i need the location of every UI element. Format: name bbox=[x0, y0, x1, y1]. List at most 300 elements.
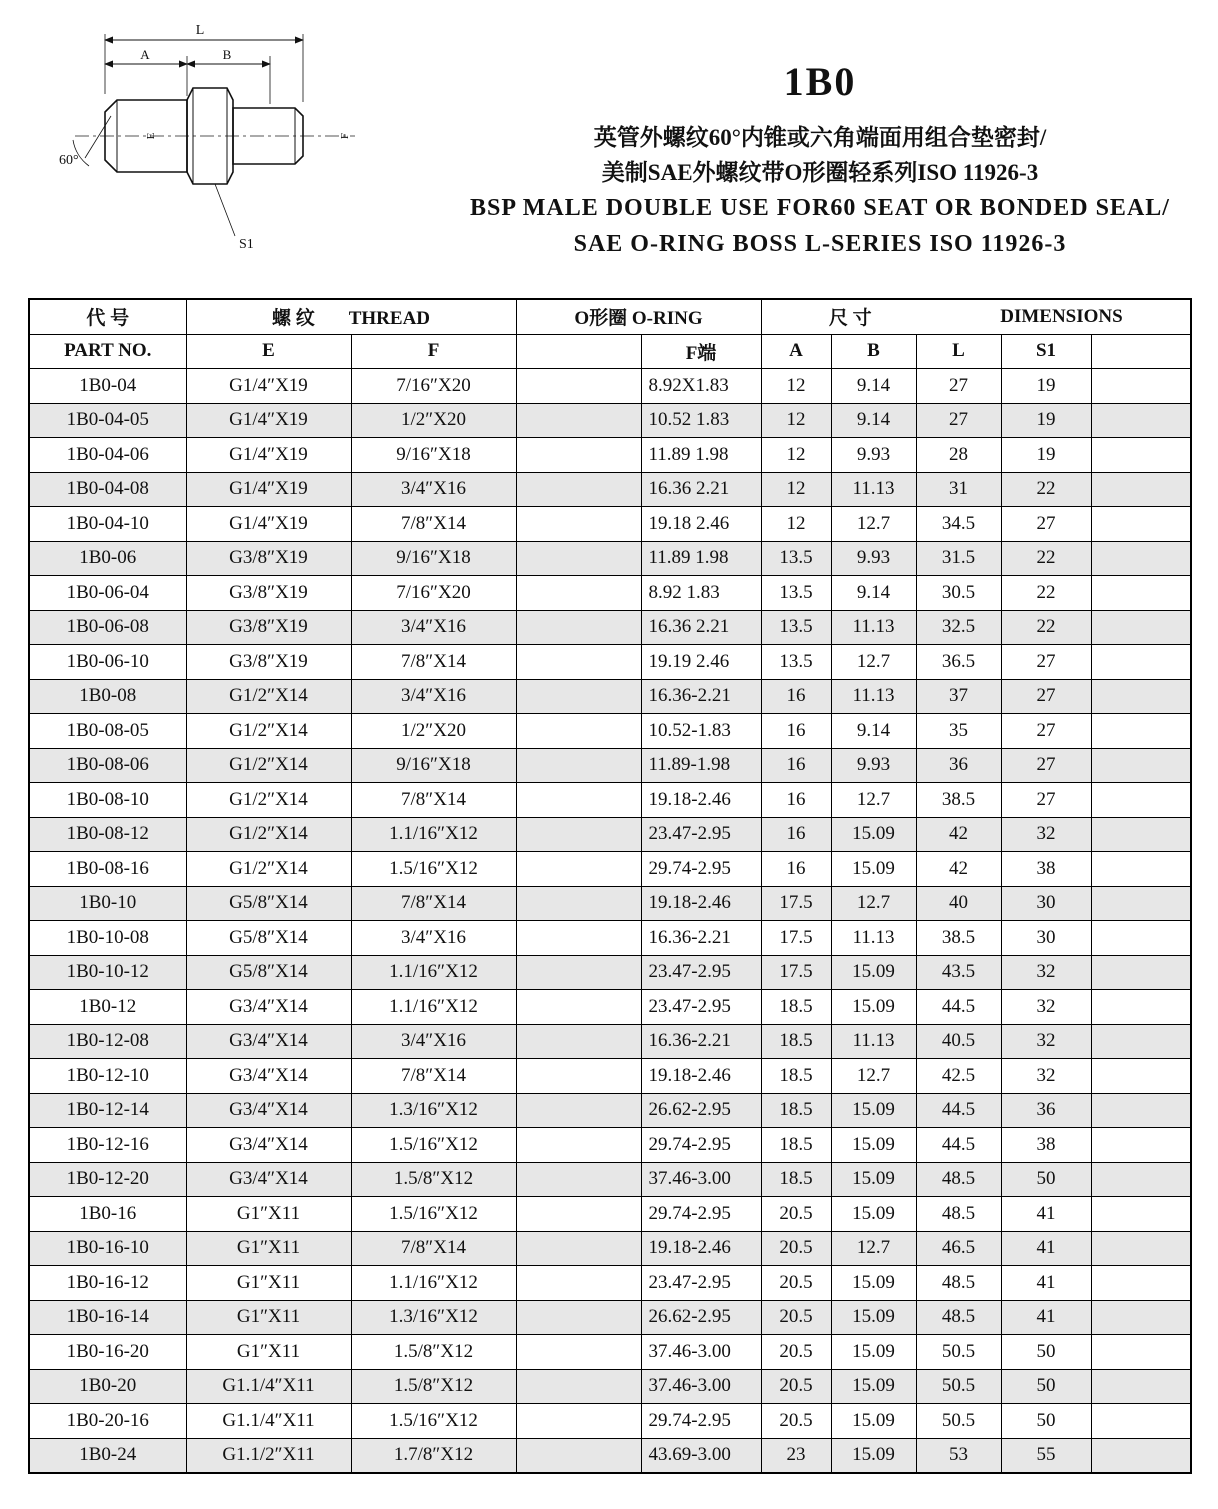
table-cell: 55 bbox=[1001, 1438, 1091, 1473]
table-cell: 1B0-10-08 bbox=[29, 921, 186, 956]
table-cell: 9.93 bbox=[831, 438, 916, 473]
table-cell: 7/8″X14 bbox=[351, 886, 516, 921]
table-cell: 17.5 bbox=[761, 921, 831, 956]
table-cell: G1″X11 bbox=[186, 1335, 351, 1370]
table-cell: 1B0-06 bbox=[29, 541, 186, 576]
table-cell: 22 bbox=[1001, 610, 1091, 645]
table-cell bbox=[516, 541, 641, 576]
table-cell: 36 bbox=[916, 748, 1001, 783]
header-oring bbox=[516, 299, 761, 334]
subtitle-cn-2: 美制SAE外螺纹带O形圈轻系列ISO 11926-3 bbox=[601, 159, 1039, 185]
table-cell: 12.7 bbox=[831, 507, 916, 542]
table-cell: 11.89 1.98 bbox=[641, 541, 761, 576]
table-cell: 1B0-08 bbox=[29, 679, 186, 714]
table-cell: 38 bbox=[1001, 1128, 1091, 1163]
table-cell: 1B0-04-05 bbox=[29, 403, 186, 438]
table-cell: 1.5/8″X12 bbox=[351, 1162, 516, 1197]
table-cell: 1.5/16″X12 bbox=[351, 1404, 516, 1439]
table-cell: 30.5 bbox=[916, 576, 1001, 611]
table-cell: 36 bbox=[1001, 1093, 1091, 1128]
table-cell: 16 bbox=[761, 783, 831, 818]
table-cell: G1.1/4″X11 bbox=[186, 1369, 351, 1404]
table-cell bbox=[1091, 1162, 1191, 1197]
table-cell: 1B0-24 bbox=[29, 1438, 186, 1473]
table-cell: 23.47-2.95 bbox=[641, 990, 761, 1025]
table-cell: 15.09 bbox=[831, 1335, 916, 1370]
table-row bbox=[29, 817, 1191, 852]
table-cell: 3/4″X16 bbox=[351, 472, 516, 507]
table-cell: G3/4″X14 bbox=[186, 1059, 351, 1094]
table-cell bbox=[1091, 1369, 1191, 1404]
table-cell bbox=[1091, 507, 1191, 542]
table-cell bbox=[516, 955, 641, 990]
table-cell: 38.5 bbox=[916, 921, 1001, 956]
table-cell bbox=[1091, 610, 1191, 645]
table-cell: 1B0-08-12 bbox=[29, 817, 186, 852]
table-cell: 27 bbox=[1001, 783, 1091, 818]
table-cell: 11.13 bbox=[831, 921, 916, 956]
subtitle-en-1: BSP MALE DOUBLE USE FOR60 SEAT OR BONDED SEAL/ bbox=[470, 195, 1170, 221]
table-cell: 20.5 bbox=[761, 1197, 831, 1232]
table-cell: 43.69-3.00 bbox=[641, 1438, 761, 1473]
table-cell: G5/8″X14 bbox=[186, 921, 351, 956]
table-cell bbox=[1091, 1128, 1191, 1163]
table-cell: 13.5 bbox=[761, 645, 831, 680]
table-cell bbox=[516, 1197, 641, 1232]
table-cell: 1B0-12-08 bbox=[29, 1024, 186, 1059]
table-cell: 28 bbox=[916, 438, 1001, 473]
table-row bbox=[29, 1162, 1191, 1197]
table-cell bbox=[1091, 403, 1191, 438]
table-cell bbox=[516, 1300, 641, 1335]
table-cell: 9.14 bbox=[831, 369, 916, 404]
table-cell: 15.09 bbox=[831, 990, 916, 1025]
table-cell: 15.09 bbox=[831, 955, 916, 990]
table-cell bbox=[1091, 1093, 1191, 1128]
table-cell: 42 bbox=[916, 852, 1001, 887]
table-cell: 19 bbox=[1001, 403, 1091, 438]
table-row bbox=[29, 1128, 1191, 1163]
table-cell: 1.1/16″X12 bbox=[351, 955, 516, 990]
table-cell: 29.74-2.95 bbox=[641, 1404, 761, 1439]
table-cell: 48.5 bbox=[916, 1197, 1001, 1232]
table-cell: 12 bbox=[761, 438, 831, 473]
table-cell: 48.5 bbox=[916, 1300, 1001, 1335]
table-cell: 1.7/8″X12 bbox=[351, 1438, 516, 1473]
table-cell: 1B0-06-10 bbox=[29, 645, 186, 680]
table-row bbox=[29, 1093, 1191, 1128]
table-cell bbox=[1091, 472, 1191, 507]
table-cell: 11.13 bbox=[831, 679, 916, 714]
table-cell bbox=[1091, 955, 1191, 990]
table-cell: G1″X11 bbox=[186, 1197, 351, 1232]
table-cell: 29.74-2.95 bbox=[641, 852, 761, 887]
thread-label-F: F bbox=[339, 132, 351, 140]
table-row bbox=[29, 852, 1191, 887]
table-cell: 48.5 bbox=[916, 1266, 1001, 1301]
table-cell: 12.7 bbox=[831, 783, 916, 818]
table-cell: 32 bbox=[1001, 990, 1091, 1025]
table-cell: 30 bbox=[1001, 921, 1091, 956]
table-cell: 17.5 bbox=[761, 955, 831, 990]
table-cell: 12.7 bbox=[831, 886, 916, 921]
table-cell: 31.5 bbox=[916, 541, 1001, 576]
header-part-cn-label: 代 号 bbox=[86, 308, 130, 330]
table-cell: 37 bbox=[916, 679, 1001, 714]
table-cell: 50.5 bbox=[916, 1369, 1001, 1404]
table-cell: 19 bbox=[1001, 438, 1091, 473]
table-cell: 1/2″X20 bbox=[351, 403, 516, 438]
table-cell: 1.5/8″X12 bbox=[351, 1369, 516, 1404]
table-row bbox=[29, 369, 1191, 404]
header-thread-en: THREAD bbox=[348, 308, 431, 330]
table-cell bbox=[516, 1369, 641, 1404]
table-body bbox=[29, 369, 1191, 1474]
table-cell: 7/8″X14 bbox=[351, 507, 516, 542]
page-title: 1B0 bbox=[783, 59, 857, 104]
title-block bbox=[440, 58, 1200, 262]
header-col-Fend: F端 bbox=[641, 334, 761, 369]
table-cell: 35 bbox=[916, 714, 1001, 749]
table-cell bbox=[1091, 1231, 1191, 1266]
table-cell: 19.18-2.46 bbox=[641, 1059, 761, 1094]
table-cell bbox=[1091, 783, 1191, 818]
header-col-blank1 bbox=[516, 334, 641, 369]
table-header bbox=[29, 299, 1191, 369]
dim-label-B: B bbox=[222, 47, 232, 62]
table-cell bbox=[516, 783, 641, 818]
table-cell: 32 bbox=[1001, 1059, 1091, 1094]
table-row bbox=[29, 679, 1191, 714]
table-cell: 7/16″X20 bbox=[351, 369, 516, 404]
table-cell bbox=[516, 1404, 641, 1439]
header-col-B: B bbox=[831, 334, 916, 369]
table-cell: 22 bbox=[1001, 472, 1091, 507]
table-cell: 1B0-16 bbox=[29, 1197, 186, 1232]
table-cell: G1/4″X19 bbox=[186, 403, 351, 438]
table-cell: 3/4″X16 bbox=[351, 679, 516, 714]
table-row bbox=[29, 1024, 1191, 1059]
table-cell: 13.5 bbox=[761, 610, 831, 645]
table-cell: 30 bbox=[1001, 886, 1091, 921]
table-cell: 16 bbox=[761, 852, 831, 887]
table-cell: 7/8″X14 bbox=[351, 1231, 516, 1266]
table-cell: G1/4″X19 bbox=[186, 507, 351, 542]
subtitle-cn-1: 英管外螺纹60°内锥或六角端面用组合垫密封/ bbox=[593, 125, 1047, 150]
table-cell: 19.18-2.46 bbox=[641, 783, 761, 818]
table-cell: 15.09 bbox=[831, 852, 916, 887]
table-cell: 11.13 bbox=[831, 610, 916, 645]
table-cell: 18.5 bbox=[761, 1162, 831, 1197]
table-cell: 20.5 bbox=[761, 1335, 831, 1370]
table-cell: G3/8″X19 bbox=[186, 541, 351, 576]
table-cell: 1B0-04-06 bbox=[29, 438, 186, 473]
table-cell: 3/4″X16 bbox=[351, 610, 516, 645]
table-cell: G1/2″X14 bbox=[186, 852, 351, 887]
table-cell bbox=[1091, 541, 1191, 576]
table-cell: 16.36 2.21 bbox=[641, 472, 761, 507]
table-cell bbox=[516, 1438, 641, 1473]
table-cell: 27 bbox=[1001, 679, 1091, 714]
table-cell: 12 bbox=[761, 369, 831, 404]
table-cell: 38.5 bbox=[916, 783, 1001, 818]
table-cell bbox=[516, 403, 641, 438]
table-row bbox=[29, 990, 1191, 1025]
table-cell: 1/2″X20 bbox=[351, 714, 516, 749]
table-cell: 1B0-12-14 bbox=[29, 1093, 186, 1128]
table-row bbox=[29, 955, 1191, 990]
header-col-E: E bbox=[186, 334, 351, 369]
table-cell: 20.5 bbox=[761, 1231, 831, 1266]
table-cell: 7/16″X20 bbox=[351, 576, 516, 611]
table-cell: 9.93 bbox=[831, 748, 916, 783]
table-cell: 11.13 bbox=[831, 472, 916, 507]
table-row bbox=[29, 1266, 1191, 1301]
header-thread bbox=[186, 299, 516, 334]
table-cell: 50.5 bbox=[916, 1404, 1001, 1439]
table-cell: G1″X11 bbox=[186, 1231, 351, 1266]
table-cell: 40.5 bbox=[916, 1024, 1001, 1059]
table-cell: 12 bbox=[761, 507, 831, 542]
table-cell: 27 bbox=[1001, 645, 1091, 680]
table-cell: 34.5 bbox=[916, 507, 1001, 542]
table-cell: 1.3/16″X12 bbox=[351, 1300, 516, 1335]
table-cell: 3/4″X16 bbox=[351, 1024, 516, 1059]
table-cell: 31 bbox=[916, 472, 1001, 507]
table-cell: 15.09 bbox=[831, 1438, 916, 1473]
table-cell: 44.5 bbox=[916, 1093, 1001, 1128]
header-oring-en: O-RING bbox=[631, 308, 703, 330]
header-part-cn bbox=[29, 299, 186, 334]
table-cell: 9/16″X18 bbox=[351, 438, 516, 473]
table-row bbox=[29, 748, 1191, 783]
table-cell: 27 bbox=[916, 403, 1001, 438]
table-cell bbox=[516, 472, 641, 507]
header-col-F: F bbox=[351, 334, 516, 369]
table-cell: 20.5 bbox=[761, 1369, 831, 1404]
table-cell bbox=[1091, 714, 1191, 749]
table-cell: 1B0-16-14 bbox=[29, 1300, 186, 1335]
header-dimensions bbox=[761, 299, 1191, 334]
table-cell bbox=[516, 1266, 641, 1301]
table-cell bbox=[1091, 1059, 1191, 1094]
table-cell: 9.14 bbox=[831, 403, 916, 438]
table-cell bbox=[1091, 438, 1191, 473]
s1-leader bbox=[215, 184, 235, 236]
table-cell: 20.5 bbox=[761, 1266, 831, 1301]
table-cell bbox=[1091, 576, 1191, 611]
table-cell: 15.09 bbox=[831, 1404, 916, 1439]
table-row bbox=[29, 645, 1191, 680]
table-cell: 16.36-2.21 bbox=[641, 679, 761, 714]
table-row bbox=[29, 438, 1191, 473]
table-cell: 12 bbox=[761, 472, 831, 507]
header-thread-cn: 螺 纹 bbox=[271, 308, 315, 330]
table-cell: 32 bbox=[1001, 955, 1091, 990]
table-cell bbox=[516, 748, 641, 783]
table-cell: 15.09 bbox=[831, 1266, 916, 1301]
table-cell bbox=[516, 438, 641, 473]
table-cell: 13.5 bbox=[761, 541, 831, 576]
table-cell bbox=[1091, 1438, 1191, 1473]
table-cell: 53 bbox=[916, 1438, 1001, 1473]
table-row bbox=[29, 783, 1191, 818]
header-col-blank2 bbox=[1091, 334, 1191, 369]
s1-label: S1 bbox=[239, 237, 254, 252]
table-cell bbox=[516, 1231, 641, 1266]
table-cell: 10.52-1.83 bbox=[641, 714, 761, 749]
table-cell bbox=[516, 1335, 641, 1370]
table-row bbox=[29, 507, 1191, 542]
table-cell: 1.5/8″X12 bbox=[351, 1335, 516, 1370]
header-dim-en: DIMENSIONS bbox=[1000, 305, 1123, 327]
table-cell: 1.1/16″X12 bbox=[351, 817, 516, 852]
table-cell bbox=[1091, 679, 1191, 714]
table-cell: 18.5 bbox=[761, 1024, 831, 1059]
table-cell: G3/8″X19 bbox=[186, 645, 351, 680]
table-cell: 11.13 bbox=[831, 1024, 916, 1059]
table-cell: 1.5/16″X12 bbox=[351, 1197, 516, 1232]
table-cell: 13.5 bbox=[761, 576, 831, 611]
table-cell: 16 bbox=[761, 817, 831, 852]
table-cell bbox=[516, 886, 641, 921]
table-row bbox=[29, 541, 1191, 576]
table-cell: 50 bbox=[1001, 1335, 1091, 1370]
table-cell: 22 bbox=[1001, 576, 1091, 611]
table-cell: 27 bbox=[916, 369, 1001, 404]
table-cell: 19.18-2.46 bbox=[641, 886, 761, 921]
table-cell bbox=[516, 817, 641, 852]
table-cell: 43.5 bbox=[916, 955, 1001, 990]
table-cell: G3/4″X14 bbox=[186, 1024, 351, 1059]
table-cell: 1B0-20-16 bbox=[29, 1404, 186, 1439]
table-cell: 20.5 bbox=[761, 1404, 831, 1439]
table-cell: G3/8″X19 bbox=[186, 610, 351, 645]
table-cell: 16.36-2.21 bbox=[641, 921, 761, 956]
table-cell: 3/4″X16 bbox=[351, 921, 516, 956]
table-row bbox=[29, 576, 1191, 611]
table-cell: 1B0-06-08 bbox=[29, 610, 186, 645]
table-cell: 42.5 bbox=[916, 1059, 1001, 1094]
table-cell: 7/8″X14 bbox=[351, 783, 516, 818]
table-cell: 46.5 bbox=[916, 1231, 1001, 1266]
table-cell bbox=[1091, 817, 1191, 852]
dim-label-L: L bbox=[195, 23, 205, 38]
table-cell: 42 bbox=[916, 817, 1001, 852]
table-cell: 1B0-04 bbox=[29, 369, 186, 404]
table-cell: 16.36-2.21 bbox=[641, 1024, 761, 1059]
table-cell: 1.3/16″X12 bbox=[351, 1093, 516, 1128]
table-cell: 27 bbox=[1001, 748, 1091, 783]
table-cell bbox=[516, 679, 641, 714]
table-cell: 8.92 1.83 bbox=[641, 576, 761, 611]
table-cell: 16 bbox=[761, 714, 831, 749]
table-row bbox=[29, 472, 1191, 507]
table-cell: 1B0-08-05 bbox=[29, 714, 186, 749]
table-cell: 23.47-2.95 bbox=[641, 817, 761, 852]
table-cell: 19.19 2.46 bbox=[641, 645, 761, 680]
table-cell: 32 bbox=[1001, 1024, 1091, 1059]
table-cell: G3/4″X14 bbox=[186, 1162, 351, 1197]
table-row bbox=[29, 403, 1191, 438]
table-cell: 38 bbox=[1001, 852, 1091, 887]
table-cell: 19.18-2.46 bbox=[641, 1231, 761, 1266]
table-cell: G1/2″X14 bbox=[186, 783, 351, 818]
table-cell: 23.47-2.95 bbox=[641, 955, 761, 990]
table-cell bbox=[516, 852, 641, 887]
table-row bbox=[29, 1438, 1191, 1473]
table-cell bbox=[516, 576, 641, 611]
table-cell: 16 bbox=[761, 748, 831, 783]
table-cell: 1.1/16″X12 bbox=[351, 990, 516, 1025]
table-cell bbox=[1091, 852, 1191, 887]
table-cell: 37.46-3.00 bbox=[641, 1369, 761, 1404]
table-cell: G1″X11 bbox=[186, 1266, 351, 1301]
table-row bbox=[29, 1231, 1191, 1266]
table-cell: 15.09 bbox=[831, 1300, 916, 1335]
table-row bbox=[29, 1404, 1191, 1439]
header-col-L: L bbox=[916, 334, 1001, 369]
table-cell: 9.14 bbox=[831, 714, 916, 749]
table-cell: 10.52 1.83 bbox=[641, 403, 761, 438]
table-cell bbox=[1091, 645, 1191, 680]
table-cell: 26.62-2.95 bbox=[641, 1093, 761, 1128]
table-row bbox=[29, 610, 1191, 645]
table-cell: 12.7 bbox=[831, 645, 916, 680]
table-cell: G1/2″X14 bbox=[186, 748, 351, 783]
dim-label-A: A bbox=[140, 47, 150, 62]
table-cell: 1B0-16-20 bbox=[29, 1335, 186, 1370]
table-cell: 8.92X1.83 bbox=[641, 369, 761, 404]
table-cell: 1B0-12 bbox=[29, 990, 186, 1025]
table-cell: 36.5 bbox=[916, 645, 1001, 680]
table-cell bbox=[516, 369, 641, 404]
table-cell: 41 bbox=[1001, 1266, 1091, 1301]
thread-label-E: E bbox=[145, 132, 157, 140]
table-cell: G1/4″X19 bbox=[186, 472, 351, 507]
table-cell bbox=[1091, 1024, 1191, 1059]
table-cell bbox=[516, 1162, 641, 1197]
table-cell: 27 bbox=[1001, 714, 1091, 749]
table-cell: 22 bbox=[1001, 541, 1091, 576]
table-cell: 50.5 bbox=[916, 1335, 1001, 1370]
table-cell bbox=[516, 1093, 641, 1128]
table-cell bbox=[516, 1128, 641, 1163]
table-cell: G1/2″X14 bbox=[186, 817, 351, 852]
table-cell: 9/16″X18 bbox=[351, 541, 516, 576]
table-cell bbox=[516, 1059, 641, 1094]
table-cell: 41 bbox=[1001, 1231, 1091, 1266]
table-cell bbox=[516, 610, 641, 645]
table-cell: 9/16″X18 bbox=[351, 748, 516, 783]
table-cell: 29.74-2.95 bbox=[641, 1128, 761, 1163]
table-cell: 29.74-2.95 bbox=[641, 1197, 761, 1232]
table-cell: 1B0-08-16 bbox=[29, 852, 186, 887]
header-col-S1: S1 bbox=[1001, 334, 1091, 369]
table-cell bbox=[516, 990, 641, 1025]
table-cell: 40 bbox=[916, 886, 1001, 921]
header-col-A: A bbox=[761, 334, 831, 369]
table-cell: 1B0-06-04 bbox=[29, 576, 186, 611]
table-cell: 1B0-04-08 bbox=[29, 472, 186, 507]
table-cell: 41 bbox=[1001, 1197, 1091, 1232]
table-cell: G1.1/4″X11 bbox=[186, 1404, 351, 1439]
table-cell bbox=[1091, 1404, 1191, 1439]
table-cell bbox=[1091, 748, 1191, 783]
table-cell: 32.5 bbox=[916, 610, 1001, 645]
table-cell: 1B0-20 bbox=[29, 1369, 186, 1404]
table-cell: 1B0-10 bbox=[29, 886, 186, 921]
